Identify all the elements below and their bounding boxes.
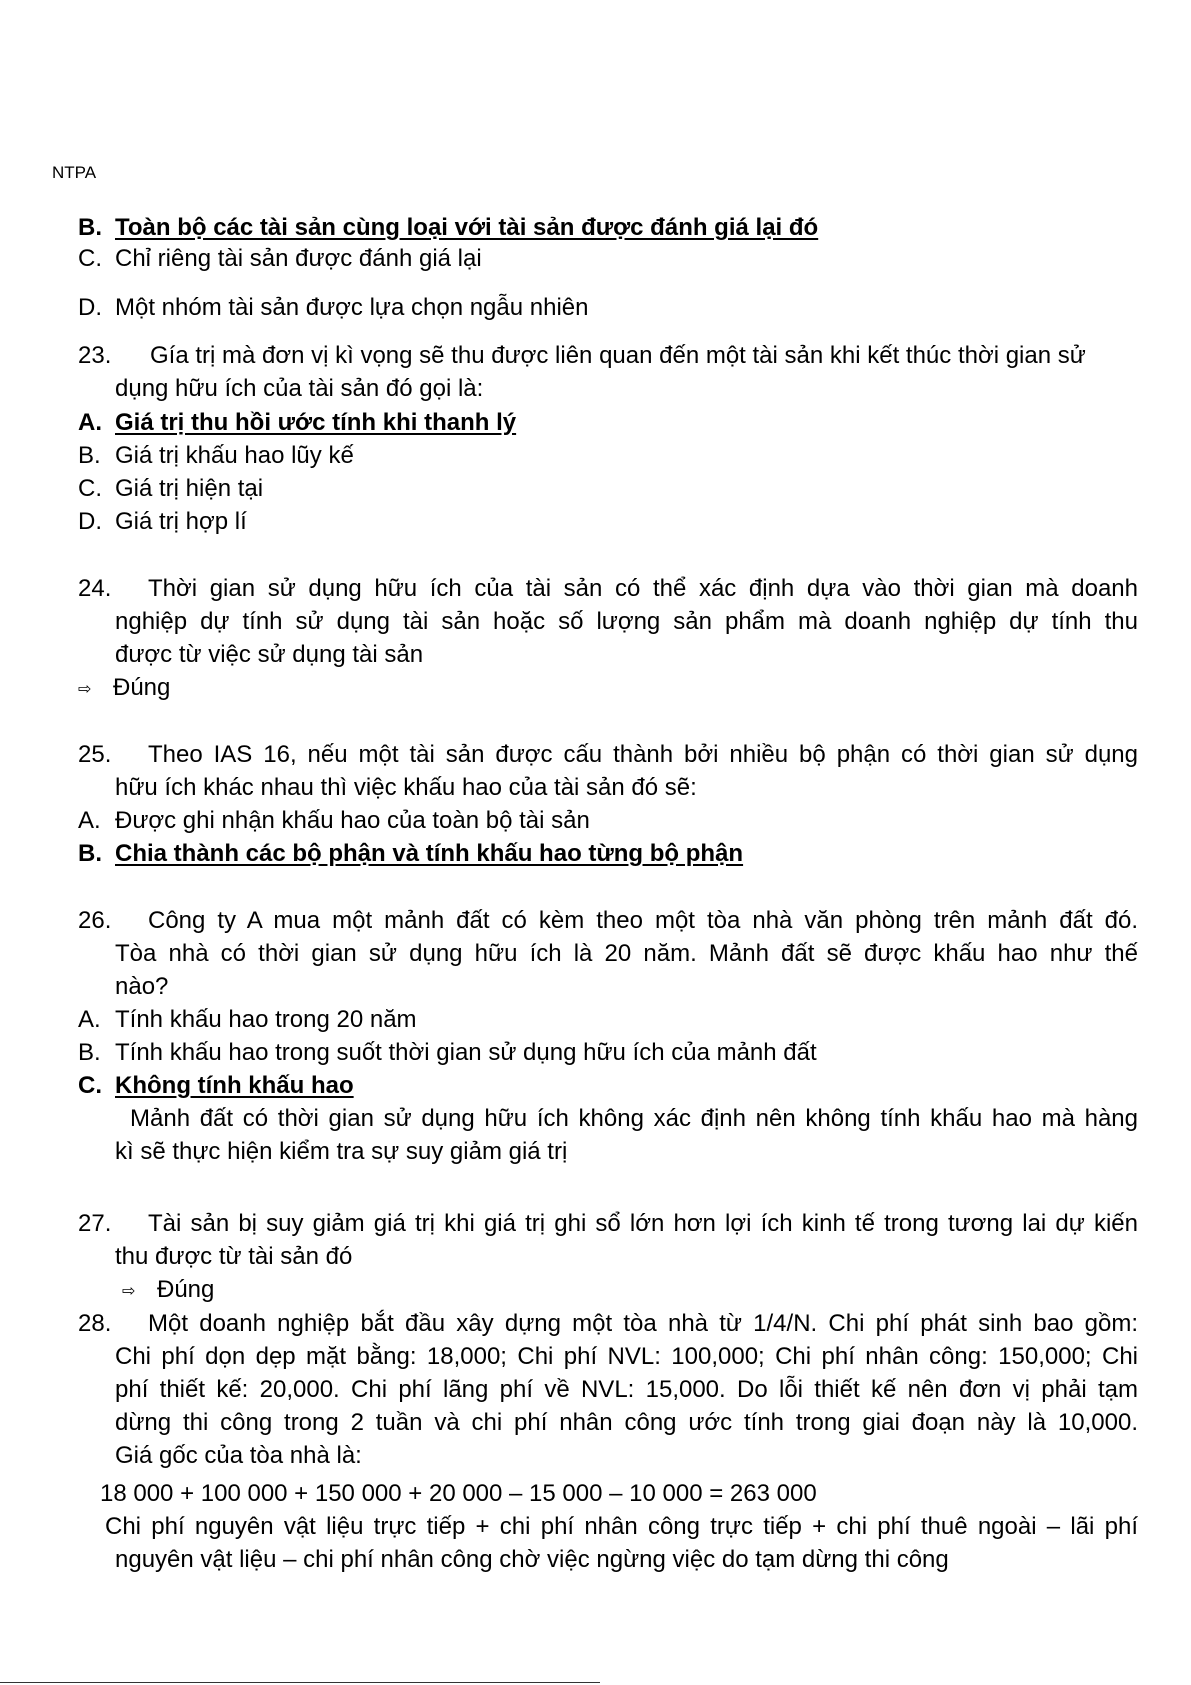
option-letter: D. [78, 508, 102, 535]
question-26-line3: nào? [115, 973, 169, 1000]
question-24-line2: nghiệp dự tính sử dụng tài sản hoặc số lượng sản phẩm mà doanh nghiệp dự tính thu [115, 608, 1138, 635]
option-c [78, 244, 482, 274]
q26-option-c [78, 1071, 354, 1101]
option-text: Một nhóm tài sản được lựa chọn ngẫu nhiên [115, 294, 589, 321]
question-24-line1: Thời gian sử dụng hữu ích của tài sản có thể xác định dựa vào thời gian mà doanh [148, 575, 1138, 602]
arrow-right-icon: ⇨ [78, 681, 92, 698]
option-letter: B. [78, 840, 102, 867]
question-23-line1: Gía trị mà đơn vị kì vọng sẽ thu được liên quan đến một tài sản khi kết thúc thời gian sử [150, 342, 1086, 369]
question-23-line2: dụng hữu ích của tài sản đó gọi là: [115, 375, 484, 402]
question-27-number: 27. [78, 1210, 112, 1237]
page-header: NTPA [52, 163, 97, 182]
q28-explanation-line1: Chi phí nguyên vật liệu trực tiếp + chi phí nhân công trực tiếp + chi phí thuê ngoài – lãi phí [105, 1513, 1138, 1540]
option-letter: D. [78, 294, 102, 321]
option-text: Giá trị hiện tại [115, 475, 264, 502]
option-letter: A. [78, 409, 102, 436]
question-27-line2: thu được từ tài sản đó [115, 1243, 353, 1270]
question-27-line1: Tài sản bị suy giảm giá trị khi giá trị ghi sổ lớn hơn lợi ích kinh tế trong tương lai dự kiến [148, 1210, 1138, 1237]
question-25-line1: Theo IAS 16, nếu một tài sản được cấu thành bởi nhiều bộ phận có thời gian sử dụng [148, 741, 1138, 768]
option-letter: C. [78, 475, 102, 502]
option-text: Tính khấu hao trong 20 năm [115, 1006, 417, 1033]
option-letter: C. [78, 245, 102, 272]
q23-option-c [78, 474, 264, 504]
option-text: Được ghi nhận khấu hao của toàn bộ tài sản [115, 807, 590, 834]
q28-explanation-line2: nguyên vật liệu – chi phí nhân công chờ việc ngừng việc do tạm dừng thi công [115, 1546, 949, 1573]
q23-option-d [78, 507, 247, 537]
option-text-correct: Không tính khấu hao [115, 1072, 354, 1099]
option-text: Giá trị khấu hao lũy kế [115, 442, 354, 469]
q25-option-b [78, 839, 744, 869]
option-b [78, 213, 819, 243]
question-28-line4: dừng thi công trong 2 tuần và chi phí nhân công ước tính trong giai đoạn này là 10,000. [115, 1409, 1138, 1436]
option-text: Tính khấu hao trong suốt thời gian sử dụng hữu ích của mảnh đất [115, 1039, 817, 1066]
answer-text: Đúng [113, 674, 171, 701]
q25-option-a [78, 806, 590, 836]
option-text-correct: Toàn bộ các tài sản cùng loại với tài sản được đánh giá lại đó [115, 214, 819, 241]
option-letter: C. [78, 1072, 102, 1099]
question-26-line2: Tòa nhà có thời gian sử dụng hữu ích là 20 năm. Mảnh đất sẽ được khấu hao như thế [115, 940, 1138, 967]
q26-option-a [78, 1005, 417, 1035]
option-text: Chỉ riêng tài sản được đánh giá lại [115, 245, 482, 272]
footer-divider [0, 1682, 600, 1683]
question-28-number: 28. [78, 1310, 112, 1337]
option-text-correct: Chia thành các bộ phận và tính khấu hao từng bộ phận [115, 840, 744, 867]
option-d [78, 293, 589, 323]
question-23-number: 23. [78, 342, 112, 369]
question-26-line1: Công ty A mua một mảnh đất có kèm theo một tòa nhà văn phòng trên mảnh đất đó. [148, 907, 1138, 934]
option-letter: B. [78, 1039, 101, 1066]
question-24-number: 24. [78, 575, 112, 602]
question-28-line3: phí thiết kế: 20,000. Chi phí lãng phí về NVL: 15,000. Do lỗi thiết kế nên đơn vị phải tạm [115, 1376, 1138, 1403]
question-25-number: 25. [78, 741, 112, 768]
q26-option-b [78, 1038, 817, 1068]
option-text-correct: Giá trị thu hồi ước tính khi thanh lý [115, 409, 517, 436]
option-text: Giá trị hợp lí [115, 508, 247, 535]
option-letter: A. [78, 807, 101, 834]
question-28-line5: Giá gốc của tòa nhà là: [115, 1442, 362, 1469]
question-26-number: 26. [78, 907, 112, 934]
question-24-line3: được từ việc sử dụng tài sản [115, 641, 424, 668]
q28-calculation: 18 000 + 100 000 + 150 000 + 20 000 – 15 000 – 10 000 = 263 000 [100, 1480, 817, 1507]
q26-explanation-line1: Mảnh đất có thời gian sử dụng hữu ích không xác định nên không tính khấu hao mà hàng [130, 1105, 1138, 1132]
q26-explanation-line2: kì sẽ thực hiện kiểm tra sự suy giảm giá trị [115, 1138, 568, 1165]
q23-option-b [78, 441, 354, 471]
question-28-line2: Chi phí dọn dẹp mặt bằng: 18,000; Chi phí NVL: 100,000; Chi phí nhân công: 150,000; Chi [115, 1343, 1138, 1370]
option-letter: A. [78, 1006, 101, 1033]
question-25-line2: hữu ích khác nhau thì việc khấu hao của tài sản đó sẽ: [115, 774, 697, 801]
q23-option-a [78, 408, 517, 438]
answer-text: Đúng [157, 1276, 215, 1303]
option-letter: B. [78, 442, 101, 469]
question-28-line1: Một doanh nghiệp bắt đầu xây dựng một tòa nhà từ 1/4/N. Chi phí phát sinh bao gồm: [148, 1310, 1138, 1337]
option-letter: B. [78, 214, 102, 241]
arrow-right-icon: ⇨ [122, 1283, 136, 1300]
